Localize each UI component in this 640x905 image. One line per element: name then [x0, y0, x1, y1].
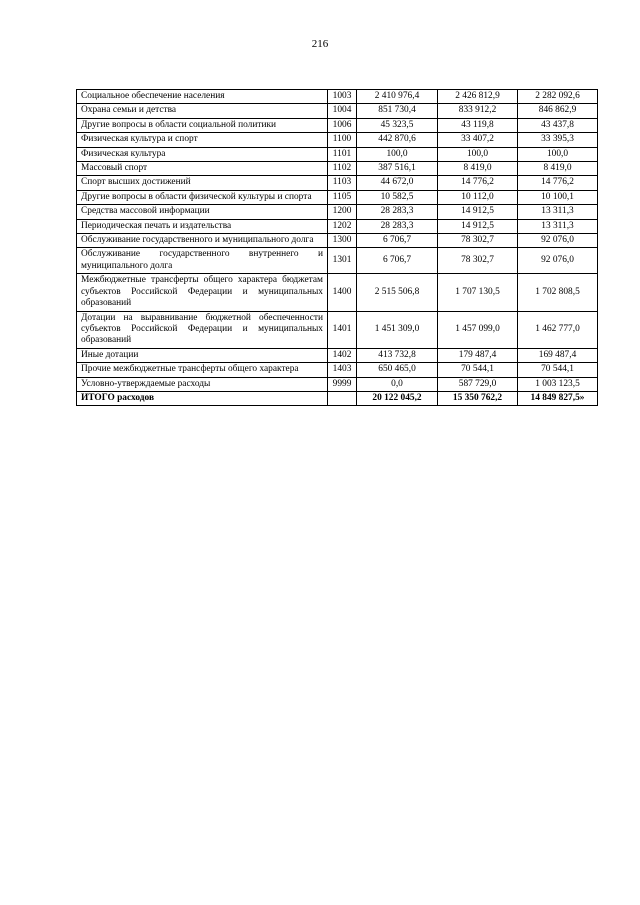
amount-year-1: 28 283,3	[357, 219, 438, 233]
expense-name: Физическая культура и спорт	[77, 133, 328, 147]
section-code: 1105	[328, 190, 357, 204]
amount-year-3: 846 862,9	[518, 104, 598, 118]
table-row	[77, 363, 598, 377]
table-row	[77, 104, 598, 118]
amount-year-3: 70 544,1	[518, 363, 598, 377]
expense-name: Охрана семьи и детства	[77, 104, 328, 118]
section-code: 1400	[328, 274, 357, 311]
amount-year-3: 10 100,1	[518, 190, 598, 204]
amount-year-2: 587 729,0	[438, 377, 518, 391]
total-row	[77, 391, 598, 405]
amount-year-3: 100,0	[518, 147, 598, 161]
amount-year-1: 28 283,3	[357, 205, 438, 219]
section-code: 9999	[328, 377, 357, 391]
amount-year-3: 43 437,8	[518, 118, 598, 132]
amount-year-1: 10 582,5	[357, 190, 438, 204]
amount-year-1: 442 870,6	[357, 133, 438, 147]
amount-year-2: 14 776,2	[438, 176, 518, 190]
table-row	[77, 118, 598, 132]
table-row	[77, 133, 598, 147]
amount-year-2: 1 457 099,0	[438, 311, 518, 348]
expense-name: Физическая культура	[77, 147, 328, 161]
amount-year-1: 1 451 309,0	[357, 311, 438, 348]
expense-name: Другие вопросы в области физической культуры и спорта	[77, 190, 328, 204]
table-row	[77, 205, 598, 219]
table-row	[77, 311, 598, 348]
amount-year-1: 851 730,4	[357, 104, 438, 118]
section-code: 1202	[328, 219, 357, 233]
amount-year-2: 179 487,4	[438, 348, 518, 362]
expense-name: Спорт высших достижений	[77, 176, 328, 190]
amount-year-2: 70 544,1	[438, 363, 518, 377]
amount-year-1: 413 732,8	[357, 348, 438, 362]
amount-year-2: 78 302,7	[438, 234, 518, 248]
expense-name: Иные дотации	[77, 348, 328, 362]
amount-year-1: 0,0	[357, 377, 438, 391]
section-code	[328, 391, 357, 405]
section-code: 1003	[328, 90, 357, 104]
amount-year-3: 8 419,0	[518, 162, 598, 176]
table-row	[77, 219, 598, 233]
section-code: 1403	[328, 363, 357, 377]
table-row	[77, 348, 598, 362]
section-code: 1004	[328, 104, 357, 118]
amount-year-2: 33 407,2	[438, 133, 518, 147]
amount-year-1: 6 706,7	[357, 248, 438, 274]
amount-year-3: 33 395,3	[518, 133, 598, 147]
section-code: 1401	[328, 311, 357, 348]
amount-year-1: 2 515 506,8	[357, 274, 438, 311]
amount-year-2: 1 707 130,5	[438, 274, 518, 311]
expense-name: Условно-утверждаемые расходы	[77, 377, 328, 391]
amount-year-1: 44 672,0	[357, 176, 438, 190]
section-code: 1006	[328, 118, 357, 132]
amount-year-2: 8 419,0	[438, 162, 518, 176]
expense-name: Обслуживание государственного и муниципального долга	[77, 234, 328, 248]
expense-name: Массовый спорт	[77, 162, 328, 176]
page-number: 216	[311, 38, 329, 50]
expense-name: Дотации на выравнивание бюджетной обеспеченности субъектов Российской Федерации и муниципальных образований	[77, 311, 328, 348]
amount-year-2: 2 426 812,9	[438, 90, 518, 104]
expense-name: Обслуживание государственного внутреннего и муниципального долга	[77, 248, 328, 274]
table-row	[77, 234, 598, 248]
section-code: 1300	[328, 234, 357, 248]
table-row	[77, 147, 598, 161]
expense-name: Средства массовой информации	[77, 205, 328, 219]
table-row	[77, 377, 598, 391]
amount-year-1: 20 122 045,2	[357, 391, 438, 405]
section-code: 1102	[328, 162, 357, 176]
section-code: 1402	[328, 348, 357, 362]
expense-name: Прочие межбюджетные трансферты общего характера	[77, 363, 328, 377]
amount-year-3: 13 311,3	[518, 205, 598, 219]
amount-year-3: 14 849 827,5»	[518, 391, 598, 405]
amount-year-3: 1 003 123,5	[518, 377, 598, 391]
amount-year-3: 2 282 092,6	[518, 90, 598, 104]
amount-year-3: 92 076,0	[518, 234, 598, 248]
table-row	[77, 190, 598, 204]
amount-year-3: 92 076,0	[518, 248, 598, 274]
expense-name: Другие вопросы в области социальной политики	[77, 118, 328, 132]
amount-year-3: 14 776,2	[518, 176, 598, 190]
table-row	[77, 176, 598, 190]
expense-name: Социальное обеспечение населения	[77, 90, 328, 104]
section-code: 1100	[328, 133, 357, 147]
expense-name: Межбюджетные трансферты общего характера бюджетам субъектов Российской Федерации и муниципальных образований	[77, 274, 328, 311]
amount-year-2: 14 912,5	[438, 219, 518, 233]
amount-year-1: 45 323,5	[357, 118, 438, 132]
table-row	[77, 90, 598, 104]
expense-name: ИТОГО расходов	[77, 391, 328, 405]
amount-year-3: 1 462 777,0	[518, 311, 598, 348]
amount-year-3: 13 311,3	[518, 219, 598, 233]
amount-year-2: 15 350 762,2	[438, 391, 518, 405]
amount-year-2: 14 912,5	[438, 205, 518, 219]
section-code: 1103	[328, 176, 357, 190]
section-code: 1301	[328, 248, 357, 274]
amount-year-2: 78 302,7	[438, 248, 518, 274]
amount-year-3: 169 487,4	[518, 348, 598, 362]
expense-name: Периодическая печать и издательства	[77, 219, 328, 233]
table-row	[77, 162, 598, 176]
table-row	[77, 274, 598, 311]
amount-year-1: 100,0	[357, 147, 438, 161]
amount-year-1: 650 465,0	[357, 363, 438, 377]
amount-year-3: 1 702 808,5	[518, 274, 598, 311]
section-code: 1200	[328, 205, 357, 219]
amount-year-1: 2 410 976,4	[357, 90, 438, 104]
amount-year-2: 43 119,8	[438, 118, 518, 132]
amount-year-2: 833 912,2	[438, 104, 518, 118]
budget-expenses-table	[76, 89, 598, 406]
table-row	[77, 248, 598, 274]
amount-year-2: 10 112,0	[438, 190, 518, 204]
section-code: 1101	[328, 147, 357, 161]
amount-year-2: 100,0	[438, 147, 518, 161]
amount-year-1: 6 706,7	[357, 234, 438, 248]
amount-year-1: 387 516,1	[357, 162, 438, 176]
